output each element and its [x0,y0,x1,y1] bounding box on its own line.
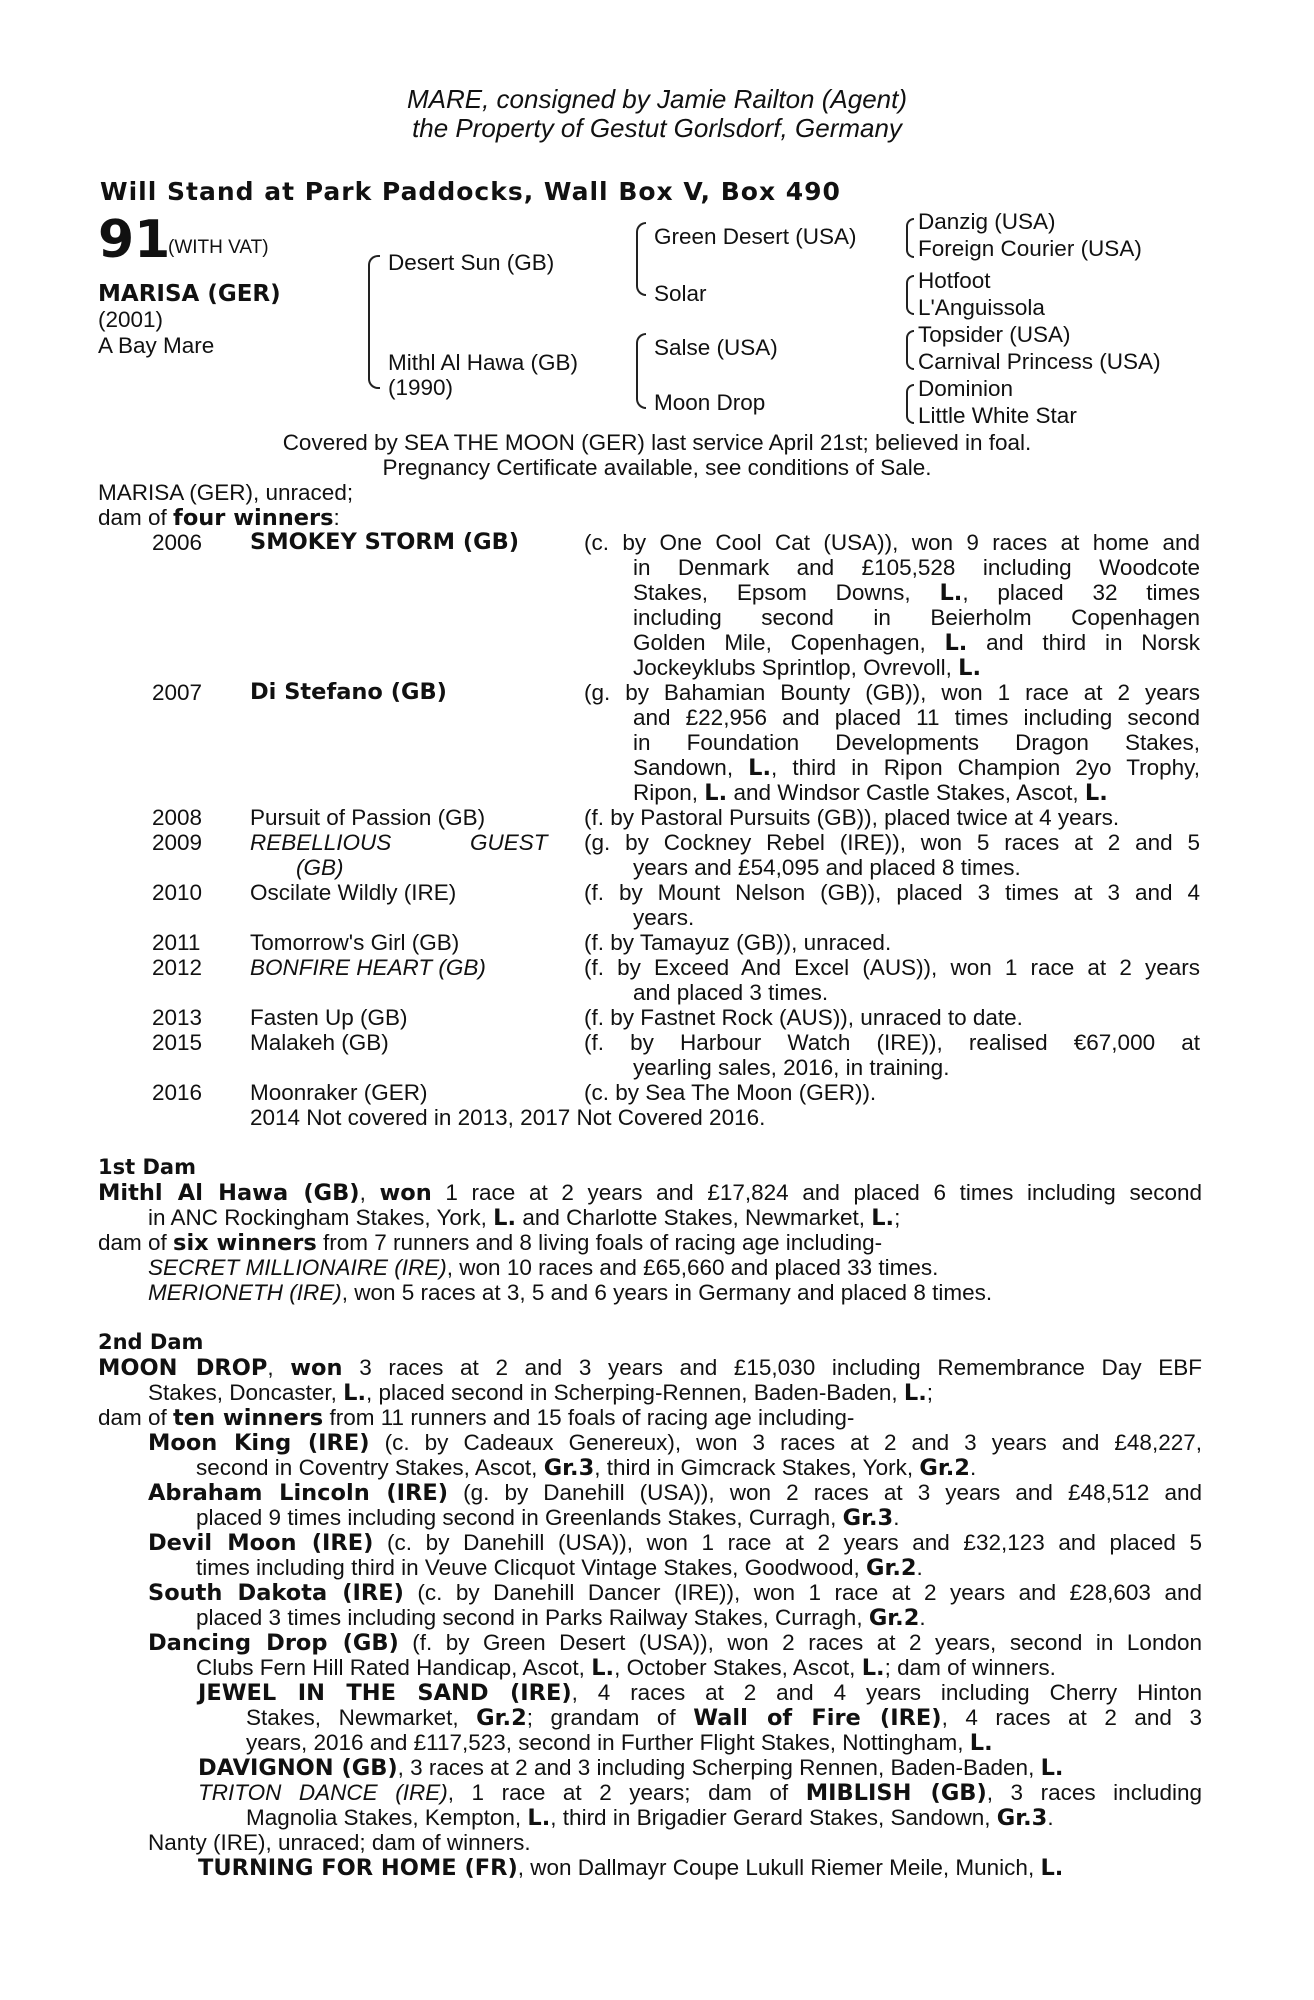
pedigree-ddd: Little White Star [918,403,1077,428]
stand-location: Will Stand at Park Paddocks, Wall Box V, Box 490 [100,177,841,206]
pedigree-dsd: Carnival Princess (USA) [918,349,1161,374]
produce-name: Moonraker (GER) [250,1080,428,1105]
produce-detail: (f. by Pastoral Pursuits (GB)), placed twice at 4 years. [584,805,1120,830]
lot-description: A Bay Mare [98,333,215,358]
lot-name: MARISA (GER) [98,281,281,307]
dam-dam: Moon Drop [654,390,766,415]
runner-line: South Dakota (IRE) (c. by Danehill Dancer (IRE)), won 1 race at 2 years and £28,603 and [148,1580,1202,1606]
pregnancy-line: Pregnancy Certificate available, see conditions of Sale. [382,455,932,480]
produce-detail: (f. by Exceed And Excel (AUS)), won 1 race at 2 years [584,955,1200,980]
sire: Desert Sun (GB) [388,250,555,275]
dam: Mithl Al Hawa (GB) [388,350,579,375]
runner-line: TURNING FOR HOME (FR), won Dallmayr Coupe Lukull Riemer Meile, Munich, L. [198,1855,1064,1881]
brace-3a [906,218,914,258]
section-heading: 1st Dam [98,1155,196,1179]
produce-year: 2016 [152,1080,203,1105]
produce-year: 2008 [152,805,203,830]
second-dam-line: Stakes, Doncaster, L., placed second in Scherping-Rennen, Baden-Baden, L.; [148,1380,934,1406]
produce-detail: including second in Beierholm Copenhagen [633,605,1200,630]
vat-note: (WITH VAT) [168,237,269,258]
pedigree-sds: Hotfoot [918,268,991,293]
lot-year: (2001) [98,307,164,332]
produce-name: Tomorrow's Girl (GB) [250,930,460,955]
runner-line: Clubs Fern Hill Rated Handicap, Ascot, L., October Stakes, Ascot, L.; dam of winners. [196,1655,1056,1681]
second-dam-line: dam of ten winners from 11 runners and 15 foals of racing age including- [98,1405,855,1431]
produce-detail: (f. by Harbour Watch (IRE)), realised €67,000 at [584,1030,1200,1055]
produce-year: 2015 [152,1030,203,1055]
sire-brace [636,222,646,296]
produce-name: SMOKEY STORM (GB) [250,529,520,555]
produce-detail: (c. by Sea The Moon (GER)). [584,1080,877,1105]
produce-year: 2013 [152,1005,203,1030]
pedigree-ssd: Foreign Courier (USA) [918,236,1142,261]
pedigree-sss: Danzig (USA) [918,209,1056,234]
produce-detail: Stakes, Epsom Downs, L., placed 32 times [633,580,1201,606]
runner-line: JEWEL IN THE SAND (IRE), 4 races at 2 and 4 years including Cherry Hinton [198,1680,1203,1706]
produce-detail: and £22,956 and placed 11 times including second [633,705,1200,730]
dam-unraced: MARISA (GER), unraced; [98,480,354,505]
brace-3c [906,330,914,370]
first-dam-runner: MERIONETH (IRE), won 5 races at 3, 5 and 6 years in Germany and placed 8 times. [148,1280,993,1305]
produce-name: (GB) [296,855,344,880]
runner-line: Stakes, Newmarket, Gr.2; grandam of Wall of Fire (IRE), 4 races at 2 and 3 [246,1705,1202,1731]
produce-detail: and placed 3 times. [633,980,829,1005]
produce-detail: (f. by Mount Nelson (GB)), placed 3 times at 3 and 4 [584,880,1200,905]
pedigree-dds: Dominion [918,376,1014,401]
first-dam-line: Mithl Al Hawa (GB), won 1 race at 2 years and £17,824 and placed 6 times including second [98,1180,1202,1206]
produce-detail: yearling sales, 2016, in training. [633,1055,950,1080]
lot-number: 91 [98,210,171,270]
produce-year: 2012 [152,955,203,980]
produce-detail: in Denmark and £105,528 including Woodcote [633,555,1200,580]
sire-dam: Solar [654,281,707,306]
runner-line: placed 3 times including second in Parks Railway Stakes, Curragh, Gr.2. [196,1605,926,1631]
produce-detail: (f. by Fastnet Rock (AUS)), unraced to date. [584,1005,1023,1030]
runner-line: Dancing Drop (GB) (f. by Green Desert (USA)), won 2 races at 2 years, second in London [148,1630,1202,1656]
produce-name: Oscilate Wildly (IRE) [250,880,457,905]
runner-line: DAVIGNON (GB), 3 races at 2 and 3 including Scherping Rennen, Baden-Baden, L. [198,1755,1064,1781]
pedigree-sdd: L'Anguissola [918,295,1045,320]
produce-detail: (c. by One Cool Cat (USA)), won 9 races at home and [584,530,1200,555]
dam-of-winners: dam of four winners: [98,505,340,531]
runner-line: Moon King (IRE) (c. by Cadeaux Genereux), won 3 races at 2 and 3 years and £48,227, [148,1430,1202,1456]
covered-line: Covered by SEA THE MOON (GER) last service April 21st; believed in foal. [282,430,1032,455]
section-heading: 2nd Dam [98,1330,204,1354]
consignor-line: MARE, consigned by Jamie Railton (Agent) [406,84,907,114]
produce-year: 2006 [152,530,203,555]
produce-year: 2009 [152,830,203,855]
first-dam-runner: SECRET MILLIONAIRE (IRE), won 10 races and £65,660 and placed 33 times. [148,1255,939,1280]
first-dam-line: dam of six winners from 7 runners and 8 living foals of racing age including- [98,1230,883,1256]
runner-line: Devil Moon (IRE) (c. by Danehill (USA)), won 1 race at 2 years and £32,123 and placed 5 [148,1530,1203,1556]
runner-line: TRITON DANCE (IRE), 1 race at 2 years; dam of MIBLISH (GB), 3 races including [198,1780,1202,1806]
property-line: the Property of Gestut Gorlsdorf, Germany [412,113,902,143]
produce-detail: in Foundation Developments Dragon Stakes, [633,730,1200,755]
produce-name: GUEST [470,830,548,855]
produce-name: Malakeh (GB) [250,1030,389,1055]
produce-year: 2011 [152,930,201,955]
produce-detail: (f. by Tamayuz (GB)), unraced. [584,930,892,955]
not-covered-note: 2014 Not covered in 2013, 2017 Not Covered 2016. [250,1105,766,1130]
dam-sire: Salse (USA) [654,335,778,360]
sire-sire: Green Desert (USA) [654,224,857,249]
runner-line: Nanty (IRE), unraced; dam of winners. [148,1830,531,1855]
produce-year: 2007 [152,680,203,705]
dam-year: (1990) [388,375,454,400]
produce-name: Di Stefano (GB) [250,679,447,705]
second-dam-line: MOON DROP, won 3 races at 2 and 3 years and £15,030 including Remembrance Day EBF [98,1355,1202,1381]
pedigree-brace [368,255,380,389]
produce-detail: Golden Mile, Copenhagen, L. and third in Norsk [633,630,1200,656]
pedigree-dss: Topsider (USA) [918,322,1071,347]
produce-name: BONFIRE HEART (GB) [250,955,486,980]
produce-name: REBELLIOUS [250,830,392,855]
produce-detail: years. [633,905,695,930]
produce-year: 2010 [152,880,203,905]
brace-3b [906,275,914,315]
brace-3d [906,384,914,424]
produce-detail: Ripon, L. and Windsor Castle Stakes, Ascot, L. [633,780,1108,806]
runner-line: years, 2016 and £117,523, second in Further Flight Stakes, Nottingham, L. [246,1730,993,1756]
runner-line: Abraham Lincoln (IRE) (g. by Danehill (USA)), won 2 races at 3 years and £48,512 and [148,1480,1202,1506]
produce-detail: (g. by Cockney Rebel (IRE)), won 5 races at 2 and 5 [584,830,1200,855]
produce-detail: Jockeyklubs Sprintlop, Ovrevoll, L. [633,655,982,681]
runner-line: times including third in Veuve Clicquot Vintage Stakes, Goodwood, Gr.2. [196,1555,923,1581]
runner-line: Magnolia Stakes, Kempton, L., third in Brigadier Gerard Stakes, Sandown, Gr.3. [246,1805,1054,1831]
produce-detail: Sandown, L., third in Ripon Champion 2yo Trophy, [633,755,1201,781]
runner-line: second in Coventry Stakes, Ascot, Gr.3, third in Gimcrack Stakes, York, Gr.2. [196,1455,977,1481]
dam-brace [636,333,646,409]
produce-detail: years and £54,095 and placed 8 times. [633,855,1021,880]
first-dam-line: in ANC Rockingham Stakes, York, L. and Charlotte Stakes, Newmarket, L.; [148,1205,901,1231]
produce-name: Fasten Up (GB) [250,1005,408,1030]
runner-line: placed 9 times including second in Greenlands Stakes, Curragh, Gr.3. [196,1505,900,1531]
produce-name: Pursuit of Passion (GB) [250,805,486,830]
produce-detail: (g. by Bahamian Bounty (GB)), won 1 race at 2 years [584,680,1200,705]
